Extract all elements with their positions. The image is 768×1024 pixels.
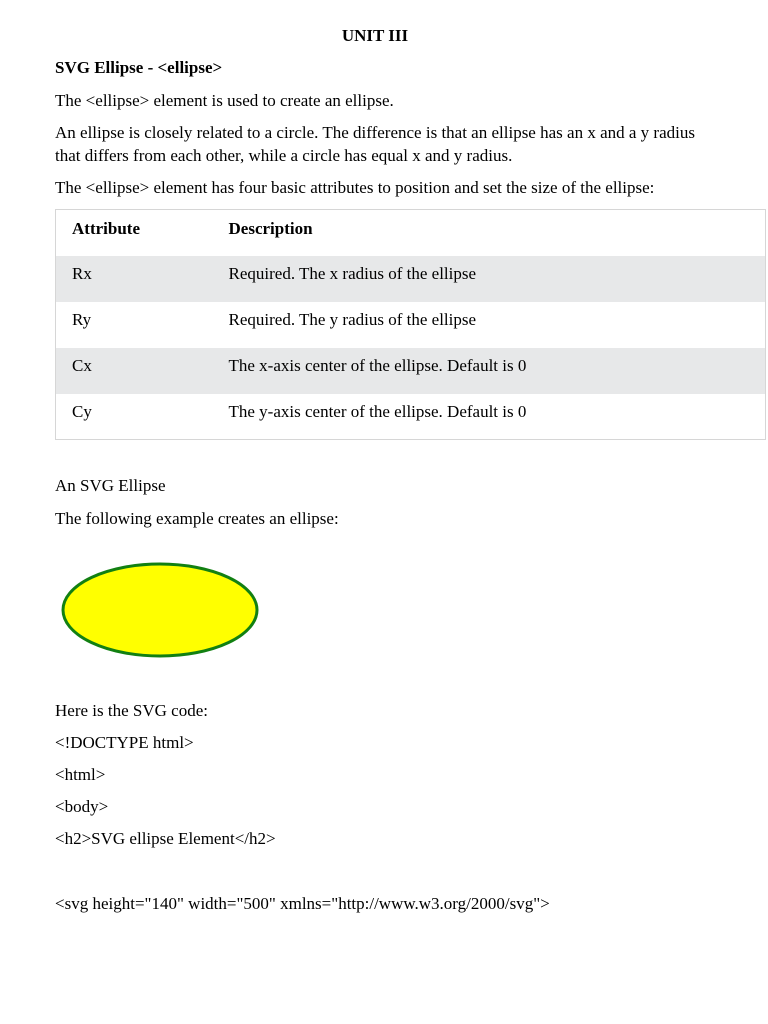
comparison-paragraph: An ellipse is closely related to a circle. The difference is that an ellipse has an x and a y radius that differs from each other, while a circle has equal x and y radius. — [55, 123, 695, 165]
table-cell-description: Required. The y radius of the ellipse — [228, 309, 477, 329]
yellow-ellipse — [63, 564, 257, 656]
table-row — [56, 302, 766, 348]
table-header-row — [56, 210, 766, 256]
table-row — [56, 348, 766, 394]
section-heading: SVG Ellipse - <ellipse> — [55, 58, 223, 77]
table-row — [56, 394, 766, 440]
code-line: <h2>SVG ellipse Element</h2> — [55, 829, 276, 848]
table-header-attribute: Attribute — [72, 219, 140, 238]
example-heading: An SVG Ellipse — [55, 476, 166, 495]
example-intro: The following example creates an ellipse: — [55, 509, 339, 528]
ellipse-figure — [55, 556, 275, 666]
table-header-description: Description — [228, 219, 313, 238]
code-line: <!DOCTYPE html> — [55, 733, 194, 752]
code-line: <body> — [55, 797, 109, 816]
attributes-table — [55, 209, 766, 440]
code-line: <svg height="140" width="500" xmlns="http://www.w3.org/2000/svg"> — [55, 894, 550, 913]
intro-paragraph: The <ellipse> element is used to create an ellipse. — [55, 91, 394, 110]
attributes-intro-paragraph: The <ellipse> element has four basic attributes to position and set the size of the ellipse: — [55, 178, 655, 197]
ellipse-svg — [55, 556, 275, 666]
table-cell-attribute: Ry — [72, 309, 92, 329]
table-row — [56, 256, 766, 302]
table-cell-attribute: Cy — [72, 401, 92, 421]
table-cell-description: The y-axis center of the ellipse. Default is 0 — [228, 401, 527, 421]
table-cell-attribute: Cx — [72, 355, 92, 375]
table-cell-attribute: Rx — [72, 263, 92, 283]
table-cell-description: Required. The x radius of the ellipse — [228, 263, 477, 283]
code-intro: Here is the SVG code: — [55, 701, 208, 720]
table-cell-description: The x-axis center of the ellipse. Default is 0 — [228, 355, 527, 375]
unit-title: UNIT III — [341, 26, 409, 45]
code-line: <html> — [55, 765, 106, 784]
